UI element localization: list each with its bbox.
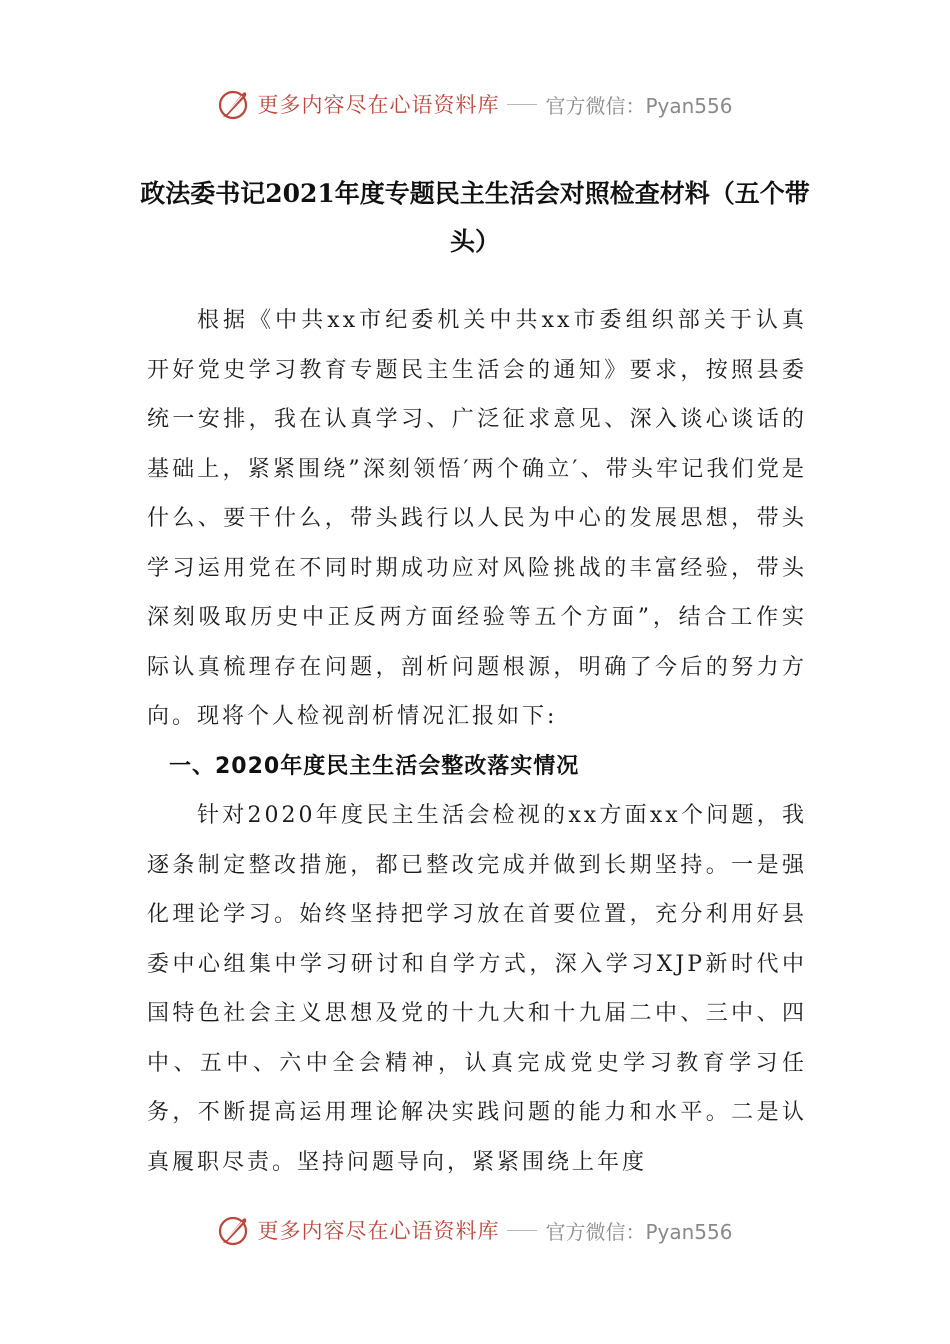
watermark-contact: 官方微信：Pyan556 bbox=[545, 1219, 733, 1244]
watermark-contact: 官方微信：Pyan556 bbox=[545, 93, 733, 118]
section-heading-1: 一、2020年度民主生活会整改落实情况 bbox=[169, 753, 580, 779]
footer-watermark bbox=[0, 1208, 950, 1252]
header-watermark bbox=[0, 82, 950, 126]
document-body bbox=[147, 296, 807, 1187]
watermark-dash bbox=[507, 104, 537, 105]
watermark-dash bbox=[507, 1230, 537, 1231]
watermark-text: 更多内容尽在心语资料库 bbox=[257, 93, 500, 117]
section-1-paragraph: 针对2020年度民主生活会检视的xx方面xx个问题，我逐条制定整改措施，都已整改完成并做到长期坚持。一是强化理论学习。始终坚持把学习放在首要位置，充分利用好县委中心组集中学习研讨和自学方式，深入学习XJP新时代中国特色社会主义思想及党的十九大和十九届二中、三中、四中、五中、六中全会精神，认真完成党史学习教育学习任务，不断提高运用理论解决实践问题的能力和水平。二是认真履职尽责。坚持问题导向，紧紧围绕上年度 bbox=[147, 803, 807, 1175]
watermark-text: 更多内容尽在心语资料库 bbox=[257, 1219, 500, 1243]
document-title: 政法委书记2021年度专题民主生活会对照检查材料（五个带头） bbox=[140, 179, 810, 256]
quill-pen-logo-icon bbox=[217, 87, 251, 121]
quill-pen-logo-icon bbox=[217, 1213, 251, 1247]
intro-paragraph: 根据《中共xx市纪委机关中共xx市委组织部关于认真开好党史学习教育专题民主生活会的通知》要求，按照县委统一安排，我在认真学习、广泛征求意见、深入谈心谈话的基础上，紧紧围绕”深刻领悟′两个确立′、带头牢记我们党是什么、要干什么，带头践行以人民为中心的发展思想，带头学习运用党在不同时期成功应对风险挑战的丰富经验，带头深刻吸取历史中正反两方面经验等五个方面”，结合工作实际认真梳理存在问题，剖析问题根源，明确了今后的努力方向。现将个人检视剖析情况汇报如下: bbox=[147, 308, 807, 729]
